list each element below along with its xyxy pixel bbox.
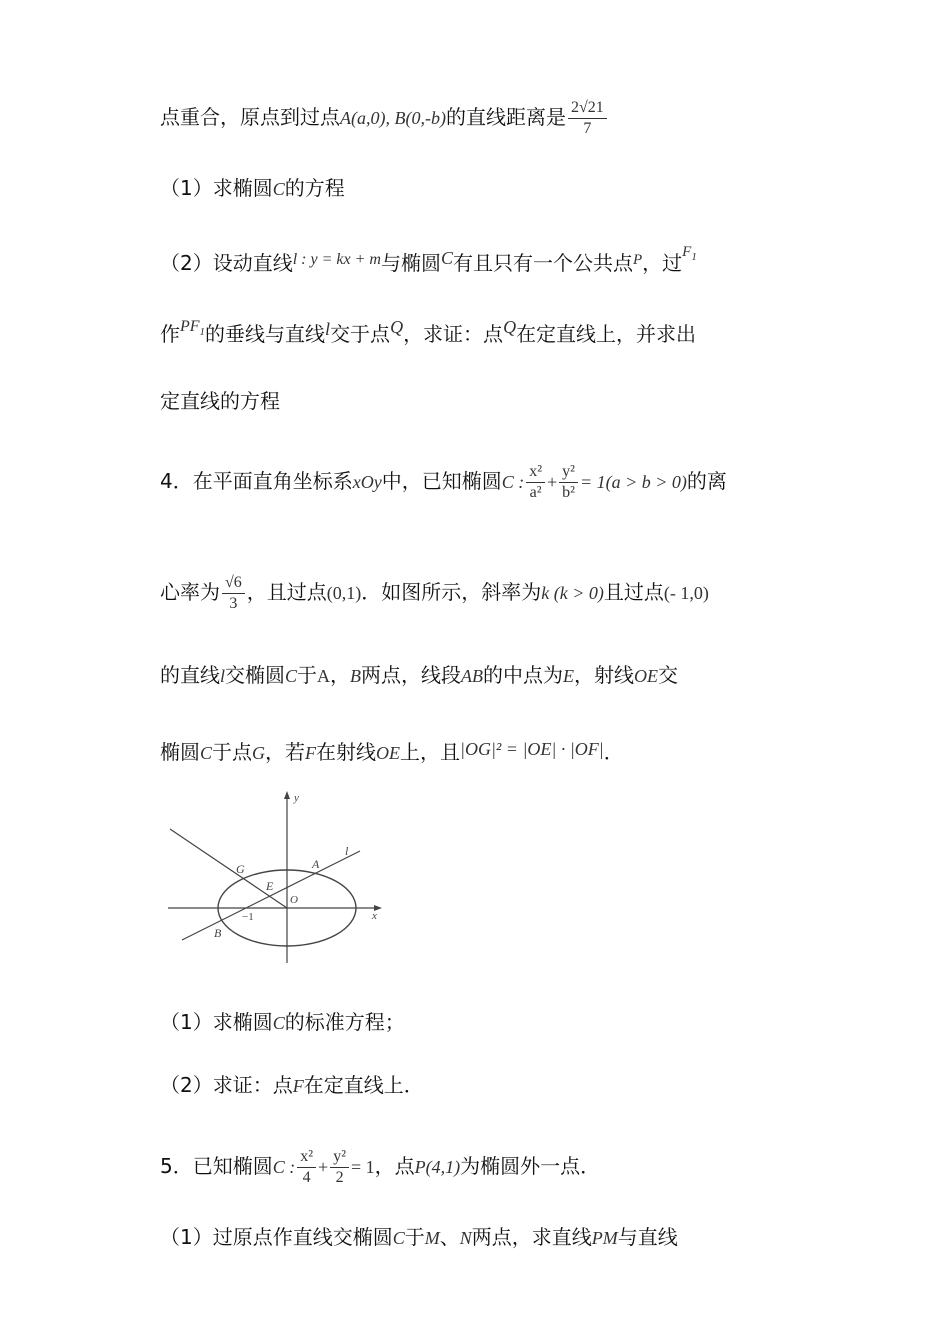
- text: 与直线: [617, 1225, 678, 1249]
- text: 的直线距离是: [445, 105, 566, 129]
- pf-letters: PF: [180, 318, 200, 335]
- math-C: C: [200, 743, 213, 763]
- text: 有且只有一个公共点: [452, 251, 633, 275]
- math-c: C: [272, 1013, 285, 1033]
- math-q: Q: [503, 317, 517, 337]
- text: 为椭圆外一点．: [460, 1154, 601, 1178]
- math-pf1: [180, 318, 206, 339]
- math-point: (0,1): [326, 583, 362, 603]
- math-c: C: [272, 179, 285, 199]
- o-label: O: [290, 894, 298, 906]
- math-A: A: [317, 666, 331, 686]
- text-line-4: [160, 313, 696, 348]
- f-letter: F: [682, 244, 692, 260]
- text-line-5: [160, 387, 280, 415]
- math-p: P: [632, 252, 643, 268]
- text: 于: [404, 1225, 425, 1249]
- math-B: B: [350, 666, 362, 686]
- text: 于: [297, 663, 318, 687]
- text: ．如图所示，斜率为: [361, 580, 542, 604]
- text: 的离: [686, 469, 727, 493]
- fraction-x2-4: [297, 1147, 316, 1188]
- text: 的方程: [284, 176, 345, 200]
- text: 中，已知椭圆: [381, 469, 502, 493]
- fraction-y2-2: [330, 1147, 349, 1188]
- g-label: G: [236, 862, 245, 876]
- text: 4．在平面直角坐标系: [160, 469, 353, 493]
- frac-num: x²: [297, 1147, 316, 1168]
- text: 在定直线上．: [303, 1073, 424, 1097]
- text: 与椭圆: [380, 251, 441, 275]
- problem4-line-4: [160, 735, 624, 767]
- text: 交: [658, 663, 679, 687]
- math-l: l: [220, 666, 226, 686]
- problem4-question-2: [160, 1071, 424, 1100]
- math-c: C: [440, 248, 453, 268]
- math-q: Q: [390, 317, 404, 337]
- text: ，且过点: [246, 580, 327, 604]
- text-line-1: [160, 98, 609, 139]
- math-m: M: [424, 1228, 440, 1248]
- math-point: (- 1,0): [663, 583, 709, 603]
- text: ，射线: [574, 663, 635, 687]
- b-label: B: [214, 926, 222, 940]
- line-l: [182, 851, 360, 940]
- text: （2）设动直线: [160, 251, 293, 275]
- frac-den: 2: [335, 1169, 344, 1186]
- ellipse-figure: [160, 785, 390, 965]
- text: ．: [603, 740, 624, 764]
- e-label: E: [266, 879, 274, 893]
- text: 的标准方程；: [284, 1010, 405, 1034]
- f-subscript: 1: [691, 251, 697, 263]
- ray-oe: [170, 829, 287, 908]
- frac-den: 7: [583, 120, 592, 137]
- math-equation: |OG|² = |OE| · |OF|: [460, 739, 604, 759]
- text: ，: [330, 663, 351, 687]
- text: 在射线: [316, 740, 377, 764]
- math-AB: AB: [461, 666, 484, 686]
- math-c: C: [285, 666, 298, 686]
- math-E: E: [563, 666, 575, 686]
- text: 交椭圆: [225, 663, 286, 687]
- math-eq: = 1: [350, 1157, 375, 1177]
- y-label: y: [294, 792, 299, 804]
- text: （1）求椭圆: [160, 1010, 273, 1034]
- frac-num: √6: [222, 573, 245, 594]
- problem4-question-1: [160, 1008, 405, 1037]
- text: （2）求证：点: [160, 1073, 293, 1097]
- math-c-label: C :: [501, 472, 525, 492]
- math-F: F: [305, 743, 317, 763]
- frac-num: y²: [330, 1147, 349, 1168]
- fraction-distance: [568, 98, 607, 139]
- math-n: N: [459, 1228, 472, 1248]
- math-eq: = 1(a > b > 0): [579, 472, 687, 492]
- l-label: l: [345, 844, 349, 858]
- neg1-label: −1: [242, 911, 254, 923]
- text: 上，且: [400, 740, 461, 764]
- ellipse-diagram: [160, 785, 390, 965]
- problem5-line-1: [160, 1147, 600, 1188]
- text: 定直线的方程: [160, 389, 280, 413]
- text-line-2: [160, 174, 345, 203]
- text: 且过点: [603, 580, 664, 604]
- text: 两点，线段: [361, 663, 462, 687]
- problem4-line-3: [160, 661, 678, 690]
- x-label: x: [372, 910, 377, 922]
- text: ，点: [374, 1154, 415, 1178]
- fraction-y2-b2: [559, 462, 578, 503]
- text: 点重合，原点到过点: [160, 105, 340, 129]
- math-G: G: [252, 743, 266, 763]
- math-k: k (k > 0): [541, 583, 604, 603]
- frac-den: 3: [229, 595, 238, 612]
- frac-den: b²: [562, 484, 575, 501]
- text: 椭圆: [160, 740, 200, 764]
- text: 、: [439, 1225, 460, 1249]
- text: （1）过原点作直线交椭圆: [160, 1225, 393, 1249]
- math-c-label: C :: [272, 1157, 296, 1177]
- frac-num: 2√21: [568, 98, 607, 119]
- text: （1）求椭圆: [160, 176, 273, 200]
- math-plus: +: [318, 1157, 329, 1177]
- text: ，求证：点: [403, 322, 504, 346]
- a-label: A: [312, 857, 320, 871]
- problem4-line-1: [160, 462, 727, 503]
- text: 交于点: [330, 322, 391, 346]
- math-point: P(4,1): [414, 1157, 461, 1177]
- frac-den: a²: [529, 484, 542, 501]
- text: 在定直线上，并求出: [516, 322, 697, 346]
- pf-subscript: 1: [199, 326, 206, 339]
- text: ，若: [265, 740, 306, 764]
- math-xoy: xOy: [352, 472, 382, 492]
- math-points: A(a,0), B(0,-b): [340, 108, 446, 128]
- problem4-line-2: [160, 573, 709, 614]
- math-f: F: [292, 1076, 304, 1096]
- fraction-eccentricity: [222, 573, 245, 614]
- text: 5．已知椭圆: [160, 1154, 273, 1178]
- text: 作: [160, 322, 180, 346]
- text: 的垂线与直线: [205, 322, 326, 346]
- fraction-x2-a2: [526, 462, 545, 503]
- math-plus: +: [547, 472, 558, 492]
- frac-num: x²: [526, 462, 545, 483]
- math-OE: OE: [376, 743, 401, 763]
- frac-den: 4: [302, 1169, 311, 1186]
- text: 的中点为: [483, 663, 564, 687]
- text: 于点: [212, 740, 253, 764]
- math-pm: PM: [591, 1228, 618, 1248]
- text: 的直线: [160, 663, 220, 687]
- math-line-eq: l : y = kx + m: [292, 251, 381, 268]
- text: ，过: [642, 251, 683, 275]
- text-line-3: [160, 238, 697, 277]
- y-axis-arrow: [284, 791, 290, 799]
- text: 心率为: [160, 580, 220, 604]
- math-f1: [682, 244, 697, 263]
- math-c: C: [392, 1228, 405, 1248]
- math-OE: OE: [634, 666, 659, 686]
- frac-num: y²: [559, 462, 578, 483]
- problem5-question-1: [160, 1223, 678, 1252]
- math-l: l: [325, 319, 331, 339]
- text: 两点，求直线: [471, 1225, 592, 1249]
